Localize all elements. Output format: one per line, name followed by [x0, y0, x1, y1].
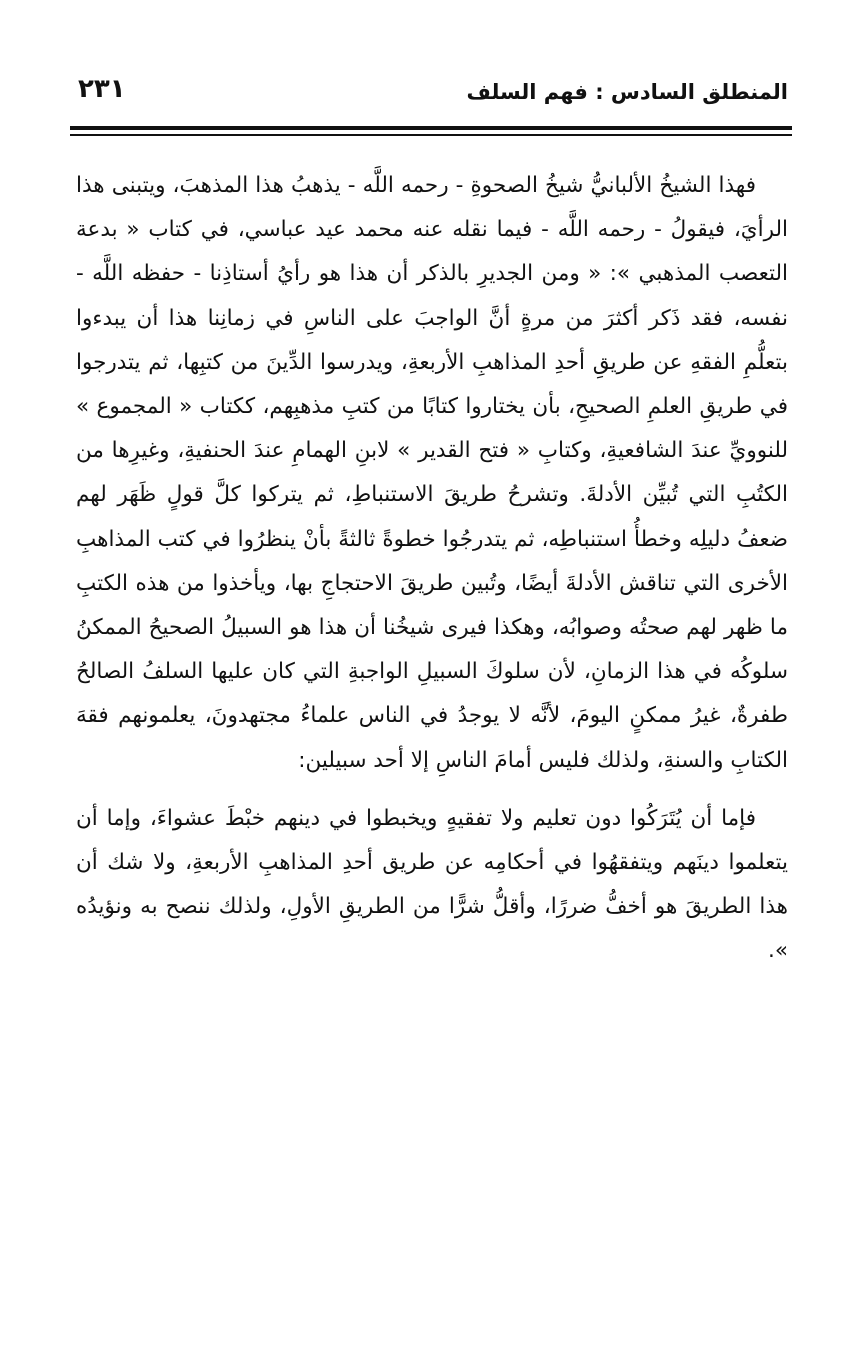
- page-header: [78, 72, 788, 122]
- paragraph-2: فإما أن يُتَرَكُوا دون تعليم ولا تفقيهٍ ويخبطوا في دينهم خبْطَ عشواءَ، وإما أن يتعلموا دينَهم ويتفقهُوا في أحكامِه عن طريق أحدِ المذاهبِ الأربعةِ، ولا شك أن هذا الطريقَ هو أخفُّ ضررًا، وأقلُّ شرًّا من الطريقِ الأولِ، ولذلك ننصح به ونؤيدُه ».: [76, 805, 788, 964]
- header-rule-thick: [70, 126, 792, 130]
- page-number: ٢٣١: [78, 74, 126, 104]
- body-text: [76, 164, 788, 974]
- paragraph-1: فهذا الشيخُ الألبانيُّ شيخُ الصحوةِ - رحمه اللَّه - يذهبُ هذا المذهبَ، ويتبنى هذا الرأيَ، فيقولُ - رحمه اللَّه - فيما نقله عنه محمد عيد عباسي، في كتاب « بدعة التعصب المذهبي »: « ومن الجديرِ بالذكر أن هذا هو رأيُ أستاذِنا - حفظه اللَّه - نفسه، فقد ذَكر أكثرَ من مرةٍ أنَّ الواجبَ على الناسِ في زمانِنا هذا أن يبدءوا بتعلُّمِ الفقهِ عن طريقِ أحدِ المذاهبِ الأربعةِ، ويدرسوا الدِّينَ من كتبِها، ثم يتدرجوا في طريقِ العلمِ الصحيحِ، بأن يختاروا كتابًا من كتبِ مذهبِهم، ككتاب « المجموع » للنوويِّ عندَ الشافعيةِ، وكتابِ « فتح القدير » لابنِ الهمامِ عندَ الحنفيةِ، وغيرِها من الكتُبِ التي تُبيِّن الأدلةَ. وتشرحُ طريقَ الاستنباطِ، ثم يتركوا كلَّ قولٍ ظَهَر لهم ضعفُ دليلِه وخطأُ استنباطِه، ثم يتدرجُوا خطوةً ثالثةً بأنْ ينظرُوا في كتب المذاهبِ الأخرى التي تناقش الأدلةَ أيضًا، وتُبين طريقَ الاحتجاجِ بها، ويأخذوا من هذه الكتبِ ما ظهر لهم صحتُه وصوابُه، وهكذا فيرى شيخُنا أن هذا هو السبيلُ الصحيحُ الممكنُ سلوكُه في هذا الزمانِ، لأن سلوكَ السبيلِ الواجبةِ التي كان عليها السلفُ الصالحُ طفرةٌ، غيرُ ممكنٍ اليومَ، لأنَّه لا يوجدُ في الناس علماءُ مجتهدونَ، يعلمونهم فقهَ الكتابِ والسنةِ، ولذلك فليس أمامَ الناسِ إلا أحد سبيلين:: [76, 173, 788, 773]
- running-title: المنطلق السادس : فهم السلف: [466, 80, 788, 104]
- header-rule-thin: [70, 134, 792, 136]
